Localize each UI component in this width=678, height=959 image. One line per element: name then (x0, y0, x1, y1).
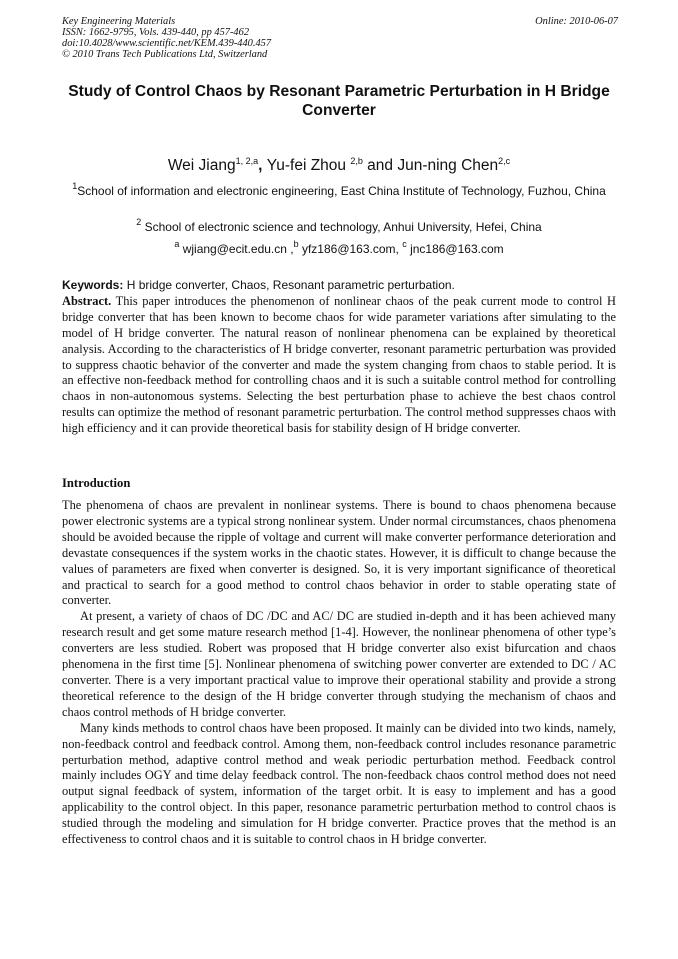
section-heading-introduction: Introduction (62, 476, 131, 490)
affiliation-text: School of information and electronic engineering, East China Institute of Technology, Fuzhou, China (77, 184, 606, 198)
email-address[interactable]: yfz186@163.com, (301, 242, 399, 256)
keywords-label: Keywords: (62, 278, 124, 292)
author-name: Wei Jiang (167, 157, 236, 174)
paragraph: At present, a variety of chaos of DC /DC and AC/ DC are studied in-depth and it has been achieved many research result and get some mature research method [1-4]. However, the nonlinear phenomena of other type’s converters are less studied. Robert was proposed that H bridge converter also exist bifurcation and chaos phenomena in the first time [5]. Nonlinear phenomena of switching power converter are extended to DC / AC converter. There is a very important practical value to improve their operational stability and provide a strong theoretical reference to the design of the H bridge converter through studying the mechanism of chaos and chaos control methods of H bridge converter. (62, 609, 616, 719)
email-mark: a (174, 239, 180, 249)
author-affiliation-mark: 1, 2,a (235, 156, 259, 166)
affiliation-2 (62, 217, 616, 235)
copyright-line: © 2010 Trans Tech Publications Ltd, Switzerland (62, 49, 268, 60)
author-list (62, 157, 616, 175)
introduction-body (62, 498, 616, 848)
affiliation-text: School of electronic science and technology, Anhui University, Hefei, China (144, 220, 542, 234)
affiliation-mark: 1 (72, 181, 78, 191)
affiliation-1 (62, 181, 616, 199)
keywords-text: H bridge converter, Chaos, Resonant parametric perturbation. (126, 278, 455, 292)
abstract-label: Abstract. (62, 293, 112, 308)
author-name: Jun-ning Chen (397, 157, 499, 174)
keywords (62, 278, 616, 294)
abstract (62, 294, 616, 437)
email-mark: c (402, 239, 407, 249)
paragraph: The phenomena of chaos are prevalent in nonlinear systems. There is bound to chaos phenomena because power electronic systems are a typical strong nonlinear system. Under normal circumstances, chaos phenomena should be avoided because the ripple of voltage and current will make converter performance deterioration and devastate consequences if the system works in the chaotic states. However, it is difficult to change because the values of parameters are fixed when converter is designed. So, it is very important significance of theoretical and practical to search for a good method to control chaos behavior in order to stable operating state of converter. (62, 498, 616, 608)
paragraph: Many kinds methods to control chaos have been proposed. It mainly can be divided into two kinds, namely, non-feedback control and feedback control. Among them, non-feedback control includes resonance parametric perturbation method, adaptive control method and weak periodic perturbation method. Feedback control mainly includes OGY and time delay feedback control. The non-feedback chaos control method does not need output signal feedback of system, information of the target orbit. It is easy to implement and has a good applicability to the control object. In this paper, resonance parametric perturbation method to control chaos is studied through the modeling and simulation for H bridge converter. Practice proves that the method is an effectiveness to control chaos and it is suitable to control chaos in H bridge converter. (62, 720, 616, 847)
email-address[interactable]: wjiang@ecit.edu.cn , (182, 242, 294, 256)
email-mark: b (293, 239, 299, 249)
author-name: Yu-fei Zhou (266, 157, 347, 174)
journal-name: Key Engineering Materials (62, 16, 176, 27)
author-separator: and (362, 157, 398, 174)
front-matter (62, 278, 616, 437)
abstract-text: This paper introduces the phenomenon of nonlinear chaos of the peak current mode to control H bridge converter that has been known to become chaos for wide parameter variations after simulating to the model of H bridge converter. The natural reason of nonlinear phenomena can be explained by theoretical analysis. According to the characteristics of H bridge converter, resonant parametric perturbation was provided to suppress chaotic behavior of the converter and made the system changing from chaos to stable period. It is an effective non-feedback method for controlling chaos and it is such a suitable control method for controlling chaos in non-autonomous systems. Selecting the best perturbation phase to achieve the best chaos control results can optimize the method of resonant parametric perturbation. The control method suppresses chaos with high efficiency and it can provide theoretical basis for stability design of H bridge converter. (62, 293, 617, 436)
online-date: Online: 2010-06-07 (535, 16, 618, 27)
journal-header (62, 16, 618, 60)
author-affiliation-mark: 2,c (498, 156, 511, 166)
email-line (62, 239, 616, 257)
affiliation-mark: 2 (136, 217, 142, 227)
author-separator: , (258, 157, 267, 174)
author-affiliation-mark: 2,b (350, 156, 363, 166)
issn-line: ISSN: 1662-9795, Vols. 439-440, pp 457-462 (62, 27, 250, 38)
doi-line: doi:10.4028/www.scientific.net/KEM.439-440.457 (62, 38, 272, 49)
email-address[interactable]: jnc186@163.com (410, 242, 504, 256)
paper-title: Study of Control Chaos by Resonant Parametric Perturbation in H Bridge Converter (68, 83, 610, 119)
